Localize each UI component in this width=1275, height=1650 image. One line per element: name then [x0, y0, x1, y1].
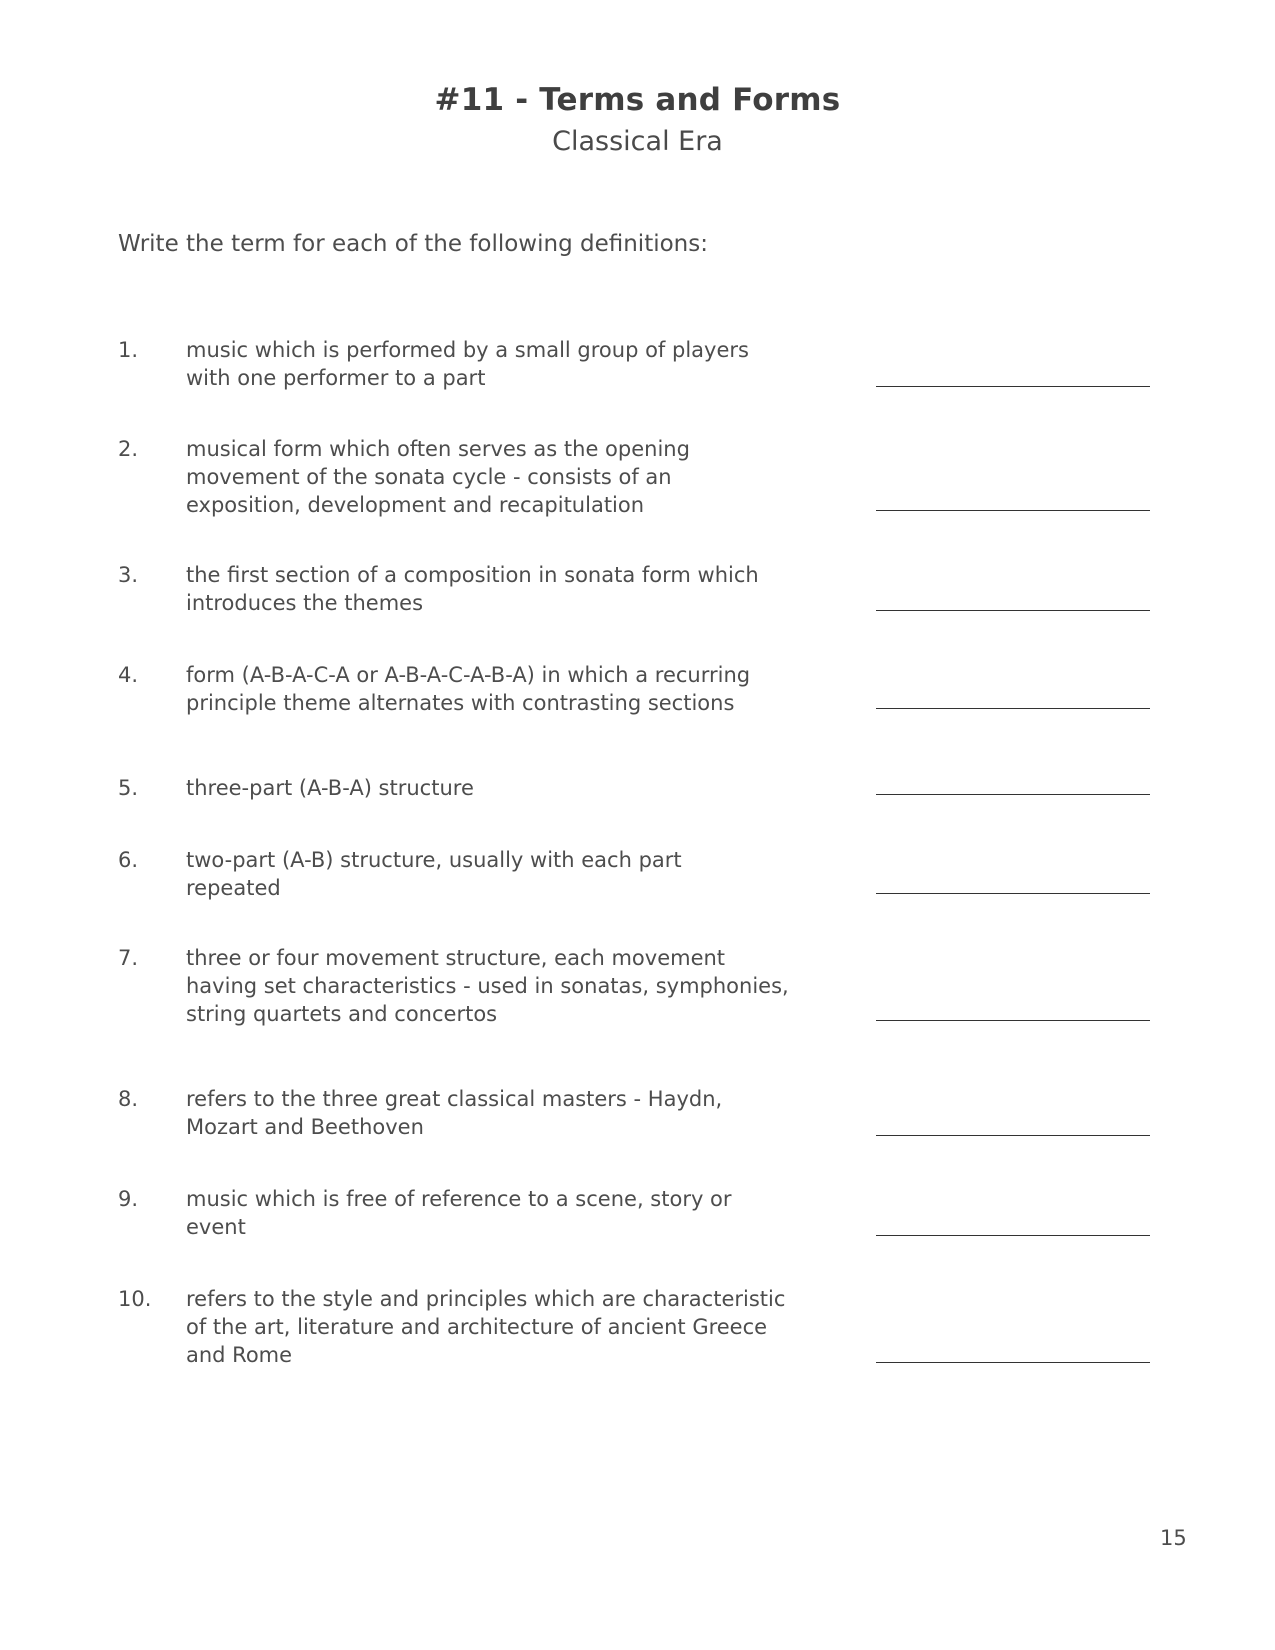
item-definition: music which is free of reference to a scene, story or event — [186, 1187, 732, 1239]
item-number: 6. — [118, 848, 139, 872]
answer-line[interactable] — [876, 708, 1150, 709]
item-number: 10. — [118, 1287, 152, 1311]
item-definition: form (A-B-A-C-A or A-B-A-C-A-B-A) in which a recurring principle theme alternates with contrasting sections — [186, 663, 751, 715]
item-number: 5. — [118, 776, 139, 800]
item-number: 7. — [118, 946, 139, 970]
item-definition: refers to the three great classical masters - Haydn, Mozart and Beethoven — [186, 1087, 723, 1139]
item-definition: two-part (A-B) structure, usually with each part repeated — [186, 848, 682, 900]
answer-line[interactable] — [876, 1135, 1150, 1136]
item-definition: refers to the style and principles which are characteristic of the art, literature and architecture of ancient Greece and Rome — [186, 1287, 786, 1367]
item-definition: three or four movement structure, each movement having set characteristics - used in sonatas, symphonies, string quartets and concertos — [186, 946, 789, 1026]
answer-line[interactable] — [876, 610, 1150, 611]
page-number: 15 — [1160, 1526, 1187, 1550]
item-definition: the first section of a composition in sonata form which introduces the themes — [186, 563, 759, 615]
answer-line[interactable] — [876, 794, 1150, 795]
item-number: 1. — [118, 338, 139, 362]
item-definition: musical form which often serves as the opening movement of the sonata cycle - consists of an exposition, development and recapitulation — [186, 437, 690, 517]
page-subtitle: Classical Era — [552, 126, 723, 157]
answer-line[interactable] — [876, 386, 1150, 387]
item-number: 3. — [118, 563, 139, 587]
answer-line[interactable] — [876, 1362, 1150, 1363]
page-title: #11 - Terms and Forms — [434, 82, 841, 118]
instructions-text: Write the term for each of the following definitions: — [118, 231, 708, 257]
answer-line[interactable] — [876, 1235, 1150, 1236]
answer-line[interactable] — [876, 893, 1150, 894]
item-definition: three-part (A-B-A) structure — [186, 776, 474, 800]
item-number: 8. — [118, 1087, 139, 1111]
item-number: 4. — [118, 663, 139, 687]
item-number: 9. — [118, 1187, 139, 1211]
item-number: 2. — [118, 437, 139, 461]
answer-line[interactable] — [876, 1020, 1150, 1021]
item-definition: music which is performed by a small group of players with one performer to a part — [186, 338, 749, 390]
answer-line[interactable] — [876, 510, 1150, 511]
